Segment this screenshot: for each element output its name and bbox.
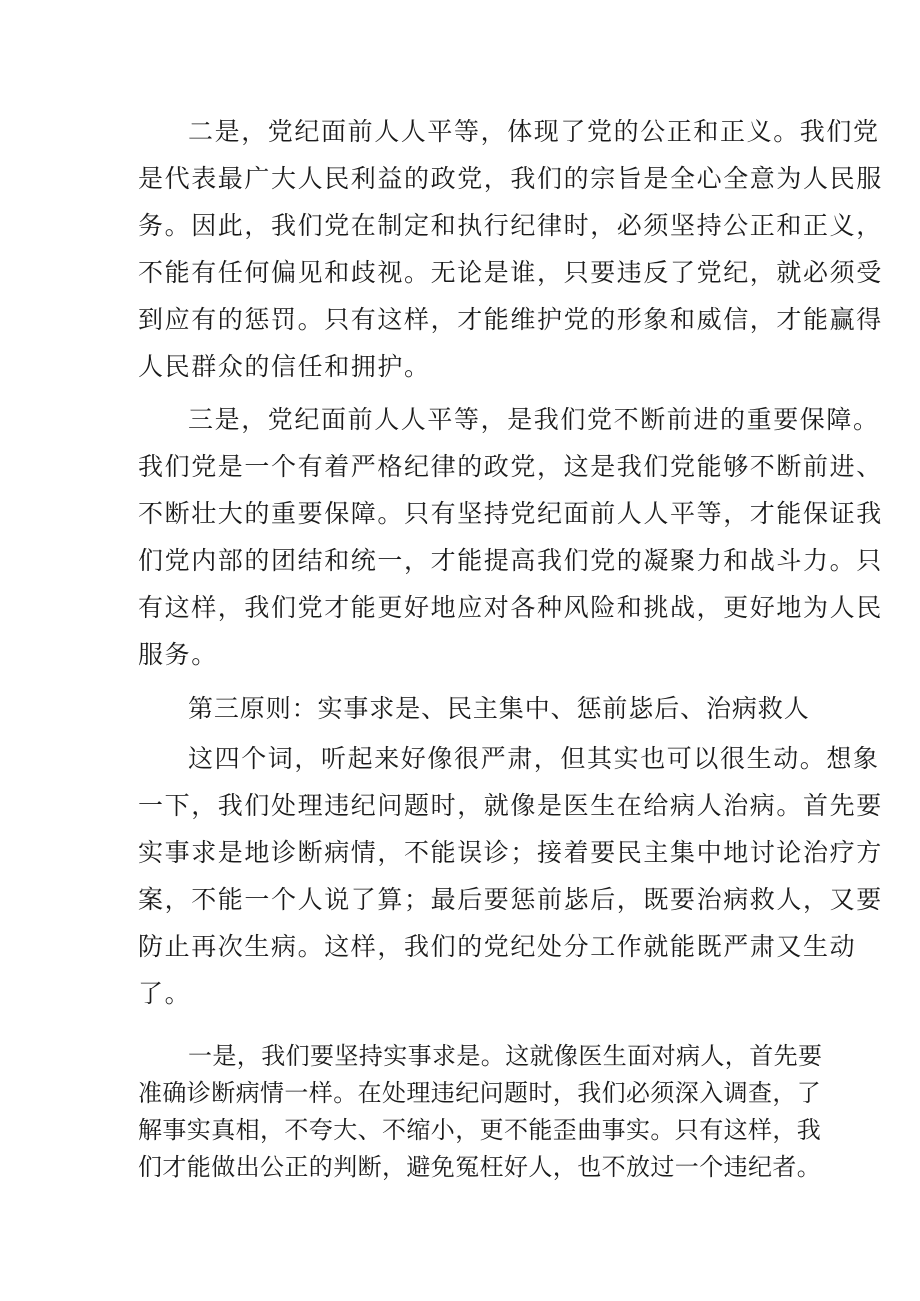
- paragraph-2-line-5: 到应有的惩罚。只有这样，才能维护党的形象和威信，才能赢得: [138, 305, 883, 334]
- paragraph-2-line-2: 是代表最广大人民利益的政党，我们的宗旨是全心全意为人民服: [138, 164, 883, 193]
- paragraph-4-line-1: 这四个词，听起来好像很严肃，但其实也可以很生动。想象: [188, 744, 880, 773]
- section-heading: 第三原则：实事求是、民主集中、惩前毖后、治病救人: [188, 694, 810, 723]
- paragraph-3-line-4: 们党内部的团结和统一，才能提高我们党的凝聚力和战斗力。只: [138, 546, 883, 575]
- paragraph-2-line-1: 二是，党纪面前人人平等，体现了党的公正和正义。我们党: [188, 117, 880, 146]
- paragraph-5-line-1: 一是，我们要坚持实事求是。这就像医生面对病人，首先要: [188, 1042, 823, 1070]
- paragraph-3-line-2: 我们党是一个有着严格纪律的政党，这是我们党能够不断前进、: [138, 452, 883, 481]
- paragraph-4-line-4: 案，不能一个人说了算；最后要惩前毖后，既要治病救人，又要: [138, 885, 883, 914]
- paragraph-4-line-2: 一下，我们处理违纪问题时，就像是医生在给病人治病。首先要: [138, 791, 883, 820]
- paragraph-2-line-4: 不能有任何偏见和歧视。无论是谁，只要违反了党纪，就必须受: [138, 258, 883, 287]
- paragraph-5-line-4: 们才能做出公正的判断，避免冤枉好人，也不放过一个违纪者。: [138, 1153, 822, 1181]
- paragraph-3-line-6: 服务。: [138, 640, 218, 669]
- paragraph-5-line-3: 解事实真相，不夸大、不缩小，更不能歪曲事实。只有这样，我: [138, 1116, 822, 1144]
- paragraph-3-line-1: 三是，党纪面前人人平等，是我们党不断前进的重要保障。: [188, 405, 880, 434]
- paragraph-4-line-3: 实事求是地诊断病情，不能误诊；接着要民主集中地讨论治疗方: [138, 838, 883, 867]
- paragraph-2-line-3: 务。因此，我们党在制定和执行纪律时，必须坚持公正和正义，: [138, 211, 883, 240]
- paragraph-2-line-6: 人民群众的信任和拥护。: [138, 352, 431, 381]
- paragraph-5-line-2: 准确诊断病情一样。在处理违纪问题时，我们必须深入调查，了: [138, 1079, 822, 1107]
- paragraph-3-line-5: 有这样，我们党才能更好地应对各种风险和挑战，更好地为人民: [138, 593, 883, 622]
- paragraph-4-line-5: 防止再次生病。这样，我们的党纪处分工作就能既严肃又生动: [138, 932, 857, 961]
- paragraph-4-line-6: 了。: [138, 979, 192, 1008]
- paragraph-3-line-3: 不断壮大的重要保障。只有坚持党纪面前人人平等，才能保证我: [138, 499, 883, 528]
